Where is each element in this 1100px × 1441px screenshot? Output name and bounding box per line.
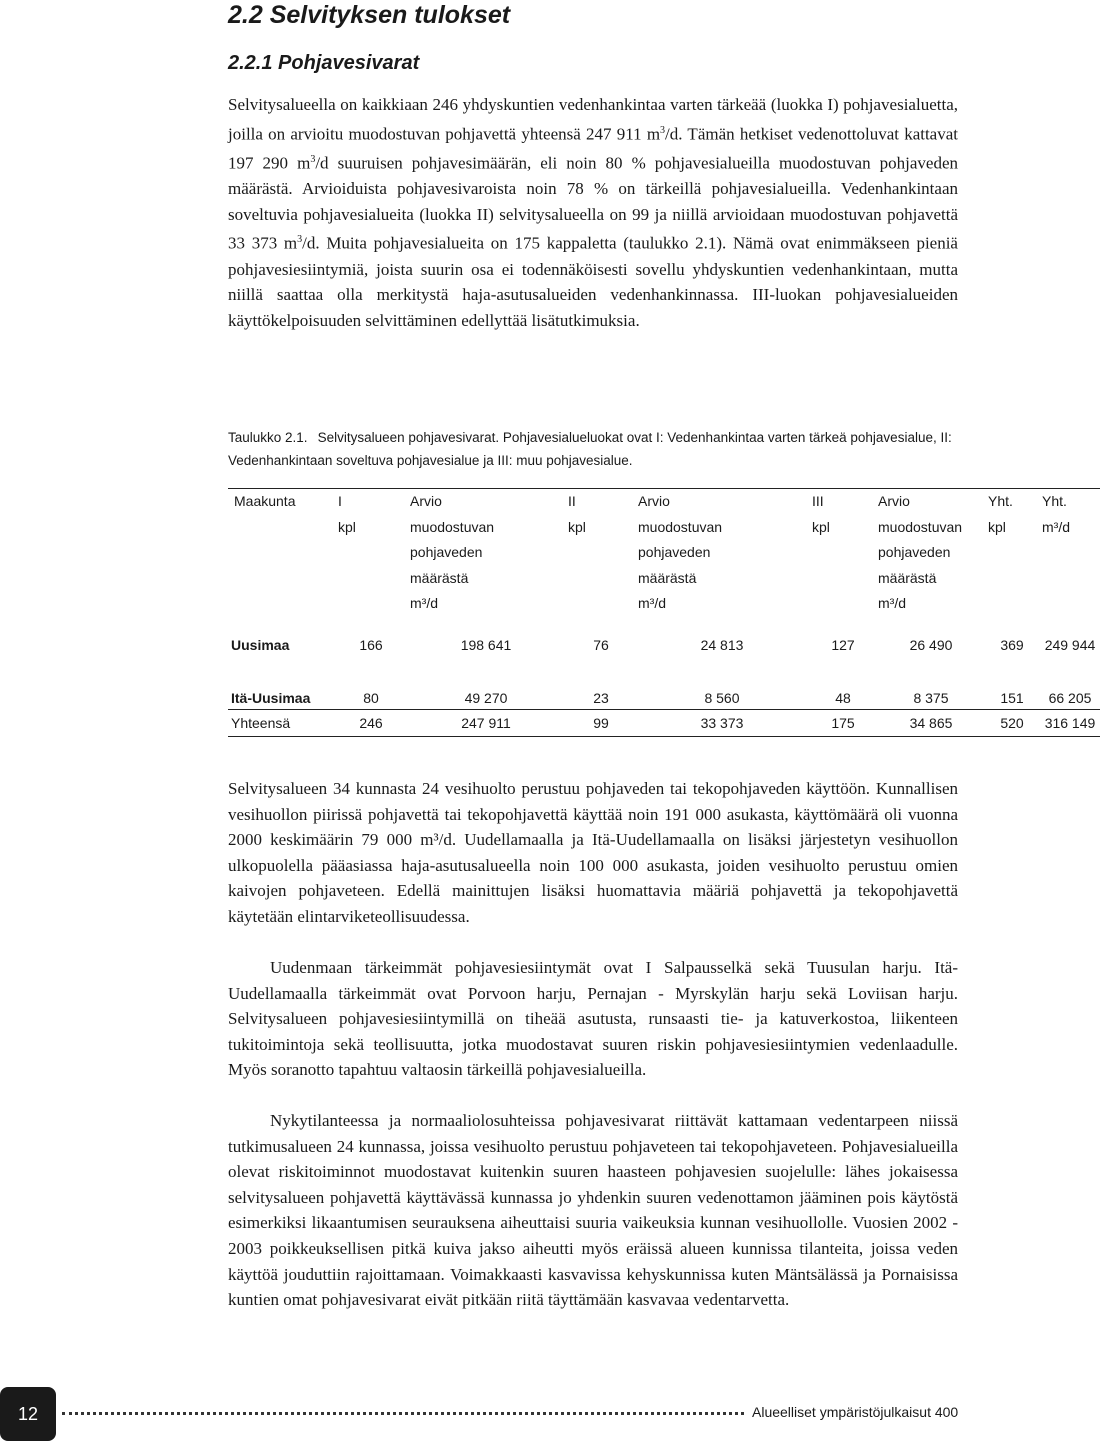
body-paragraph-2: Uudenmaan tärkeimmät pohjavesiesiintymät ovat I Salpausselkä sekä Tuusulan harju. Itä-Uudellamaalla tärkeimmät ovat Porvoon harju, Pernajan - Myrskylän harju sekä Loviisan harju. Selvitysalueen pohjavesiesiintymillä on tiheää asutusta, runsaasti tie- ja katuverkostoa, liikenteen tukitoimintoja sekä teollisuutta, jotka muodostavat suuren riskin pohjavesiesiintymien vedenlaadulle. Myös soranotto tapahtuu valtaosin tärkeillä pohjavesialueilla. bbox=[228, 958, 958, 1080]
cell-i-arvio: 198 641 bbox=[460, 636, 512, 653]
cell-yht-m3d: 316 149 bbox=[1040, 709, 1100, 736]
table-row bbox=[228, 629, 1100, 661]
cell-yht-kpl: 151 bbox=[1000, 689, 1024, 706]
cell-yht-kpl: 520 bbox=[984, 709, 1040, 736]
cell-iii-kpl: 48 bbox=[835, 689, 851, 706]
page-number-badge: 12 bbox=[0, 1387, 56, 1441]
header-i-arvio: Arvio muodostuvan pohjaveden määrästä m³/d bbox=[406, 489, 566, 629]
cell-ii-kpl: 99 bbox=[566, 709, 636, 736]
header-yht-m3d: Yht. m³/d bbox=[1040, 489, 1100, 629]
caption-label: Taulukko 2.1. bbox=[228, 430, 308, 445]
subsection-heading: 2.2.1 Pohjavesivarat bbox=[228, 52, 420, 74]
cell-yht-kpl: 369 bbox=[1000, 636, 1024, 653]
section-heading: 2.2 Selvityksen tulokset bbox=[228, 1, 511, 29]
cell-iii-arvio: 34 865 bbox=[878, 709, 984, 736]
cell-ii-arvio: 33 373 bbox=[636, 709, 808, 736]
publication-name: Alueelliset ympäristöjulkaisut 400 bbox=[752, 1404, 959, 1420]
header-maakunta: Maakunta bbox=[228, 489, 336, 629]
header-i-kpl: I kpl bbox=[336, 489, 406, 629]
body-paragraph-1: Selvitysalueen 34 kunnasta 24 vesihuolto perustuu pohjaveden tai tekopohjaveden käyttöön. Kunnallisen vesihuollon piirissä pohjavettä tai tekopohjavettä käyttää noin 191 000 asukasta, käyttömäärä oli vuonna 2000 keskimäärin 79 000 m³/d. Uudellamaalla ja Itä-Uudellamaalla on lisäksi järjestetyn vesihuollon ulkopuolella pääasiassa haja-asutusalueella noin 100 000 asukasta, joiden vesihuolto perustuu omien kaivojen pohjaveteen. Edellä mainittujen lisäksi huomattavia määriä pohjavettä ja tekopohjavettä käytetään elintarviketeollisuudessa. bbox=[228, 779, 958, 926]
cell-ii-arvio: 24 813 bbox=[700, 636, 744, 653]
cell-ii-arvio: 8 560 bbox=[704, 689, 740, 706]
intro-paragraph: Selvitysalueella on kaikkiaan 246 yhdyskuntien vedenhankintaa varten tärkeää (luokka I) pohjavesialuetta, joilla on arvioitu muodostuvan pohjavettä yhteensä 247 911 $m^3/d$. Tämän hetkiset vedenottoluvat kattavat 197 290 $m^3/d$ suuruisen pohjavesimäärän, eli noin 80 % pohjavesialueilla muodostuvan pohjaveden määrästä. Arvioiduista pohjavesivaroista noin 78 % on tärkeillä pohjavesialueilla. Vedenhankintaan soveltuvia pohjavesialueita (luokka II) selvitysalueella on 99 ja niillä arvioidaan muodostuvan pohjavettä 33 373 $m^3/d$. Muita pohjavesialueita on 175 kappaletta (taulukko 2.1). Nämä ovat enimmäkseen pieniä pohjavesiesiintymiä, joista suurin osa ei todennäköisesti sovellu yhdyskuntien vedenhankintaan, mutta niillä saattaa olla merkitystä haja-asutusalueiden vedenhankinnassa. III-luokan pohjavesialueiden käyttökelpoisuuden selvittäminen edellyttää lisätutkimuksia. bbox=[228, 95, 958, 330]
caption-text: Selvitysalueen pohjavesivarat. Pohjavesialueluokat ovat I: Vedenhankintaa varten tärkeä pohjavesialue, II: Vedenhankintaan soveltuva pohjavesialue ja III: muu pohjavesialue. bbox=[228, 430, 952, 468]
cell-iii-kpl: 127 bbox=[831, 636, 855, 653]
cell-ii-kpl: 23 bbox=[593, 689, 609, 706]
cell-i-arvio: 247 911 bbox=[406, 709, 566, 736]
body-paragraph-3: Nykytilanteessa ja normaaliolosuhteissa pohjavesivarat riittävät kattamaan vedentarpeen niissä tutkimusalueen 24 kunnassa, joissa vesihuolto perustuu pohjaveteen tai tekopohjaveteen. Pohjavesialueilla olevat riskitoiminnot muodostavat kuitenkin suuren haasteen pohjavesien suojelulle: lähes jokaisessa selvitysalueen pohjavettä käyttävässä kunnassa jo yhdenkin suuren vedenottamon jääminen pois käytöstä esimerkiksi likaantumisen seurauksena aiheuttaisi suuria vaikeuksia kunnan vesihuollolle. Vuosien 2002 - 2003 poikkeuksellisen pitkä kuiva jakso aiheutti myös eräissä alueen kunnissa tilanteita, joissa veden käyttöä jouduttiin rajoittamaan. Voimakkaasti kasvavissa kehyskunnissa kuten Mäntsälässä ja Pornaisissa kuntien omat pohjavesivarat eivät pitkään riitä täyttämään kasvavaa vedentarvetta. bbox=[228, 1111, 958, 1310]
header-iii-arvio: Arvio muodostuvan pohjaveden määrästä m³/d bbox=[878, 489, 984, 629]
cell-iii-arvio: 8 375 bbox=[913, 689, 949, 706]
header-ii-arvio: Arvio muodostuvan pohjaveden määrästä m³/d bbox=[636, 489, 808, 629]
footer-dotted-rule bbox=[62, 1412, 744, 1415]
cell-i-kpl: 80 bbox=[363, 689, 379, 706]
cell-yht-m3d: 66 205 bbox=[1048, 689, 1092, 706]
cell-iii-kpl: 175 bbox=[808, 709, 878, 736]
cell-i-kpl: 246 bbox=[336, 709, 406, 736]
table-caption bbox=[228, 426, 958, 472]
header-iii-kpl: III kpl bbox=[808, 489, 878, 629]
table-row bbox=[228, 661, 1100, 710]
cell-iii-arvio: 26 490 bbox=[909, 636, 953, 653]
cell-i-arvio: 49 270 bbox=[464, 689, 508, 706]
header-yht-kpl: Yht. kpl bbox=[984, 489, 1040, 629]
groundwater-table bbox=[228, 488, 1100, 737]
table-header-row bbox=[228, 489, 1100, 629]
header-ii-kpl: II kpl bbox=[566, 489, 636, 629]
cell-maakunta: Yhteensä bbox=[228, 709, 336, 736]
cell-ii-kpl: 76 bbox=[593, 636, 609, 653]
cell-maakunta: Uusimaa bbox=[231, 636, 290, 653]
cell-yht-m3d: 249 944 bbox=[1044, 636, 1096, 653]
table-total-row bbox=[228, 709, 1100, 736]
cell-maakunta: Itä-Uusimaa bbox=[231, 689, 311, 706]
cell-i-kpl: 166 bbox=[359, 636, 383, 653]
